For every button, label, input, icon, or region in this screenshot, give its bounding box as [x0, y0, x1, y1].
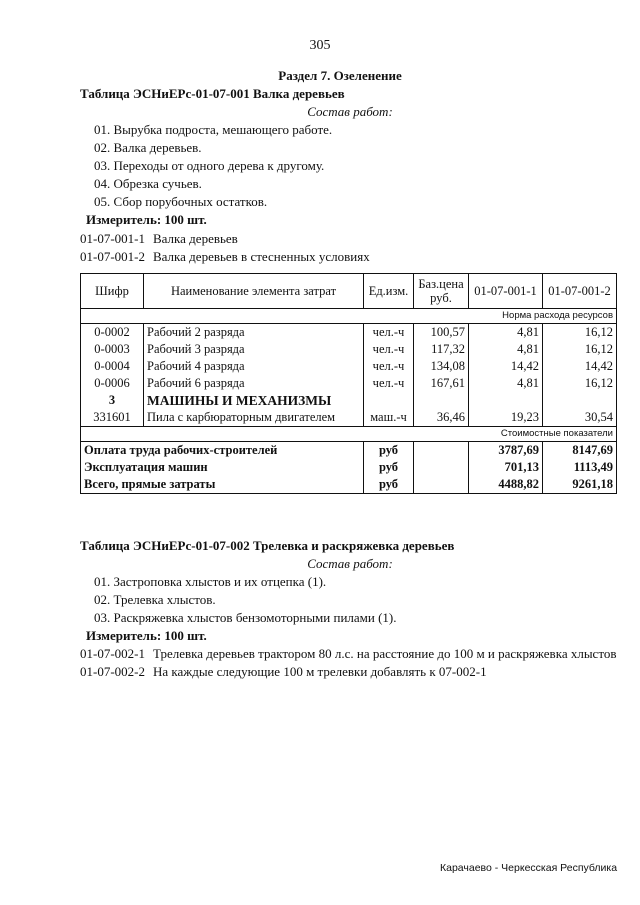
norm-code: 01-07-002-1 — [80, 646, 145, 661]
row-unit: чел.-ч — [364, 324, 414, 342]
summary-value-2: 1113,49 — [543, 459, 617, 476]
summary-label: Всего, прямые затраты — [81, 476, 364, 494]
section-code: 3 — [81, 392, 144, 409]
section-title: Раздел 7. Озеленение — [278, 68, 402, 83]
row-price: 100,57 — [414, 324, 469, 342]
table-header-row — [81, 274, 617, 309]
page-number: 305 — [309, 38, 331, 53]
row-code: 0-0003 — [81, 341, 144, 358]
row-value-1: 14,42 — [469, 358, 543, 375]
work-item: 02. Трелевка хлыстов. — [94, 592, 216, 607]
machines-section-row — [81, 392, 617, 409]
table1-sostav-label: Состав работ: — [307, 104, 393, 119]
summary-value-2: 8147,69 — [543, 442, 617, 460]
summary-value-1: 3787,69 — [469, 442, 543, 460]
summary-unit: руб — [364, 476, 414, 494]
work-item: 02. Валка деревьев. — [94, 140, 202, 155]
summary-row — [81, 476, 617, 494]
cost-note-row — [81, 427, 617, 442]
table-row — [81, 324, 617, 342]
section-name: МАШИНЫ И МЕХАНИЗМЫ — [144, 392, 364, 409]
row-price: 134,08 — [414, 358, 469, 375]
summary-label: Оплата труда рабочих-строителей — [81, 442, 364, 460]
summary-value-1: 701,13 — [469, 459, 543, 476]
table-row — [81, 375, 617, 392]
row-unit: чел.-ч — [364, 341, 414, 358]
table2-sostav-label: Состав работ: — [307, 556, 393, 571]
table2-meter: Измеритель: 100 шт. — [86, 628, 207, 643]
header-name: Наименование элемента затрат — [144, 274, 364, 309]
header-unit: Ед.изм. — [364, 274, 414, 309]
row-name: Рабочий 6 разряда — [144, 375, 364, 392]
summary-value-1: 4488,82 — [469, 476, 543, 494]
row-price: 117,32 — [414, 341, 469, 358]
row-name: Рабочий 2 разряда — [144, 324, 364, 342]
row-value-1: 19,23 — [469, 409, 543, 427]
row-value-2: 14,42 — [543, 358, 617, 375]
table1-title: Таблица ЭСНиЕРс-01-07-001 Валка деревьев — [80, 86, 345, 101]
summary-label: Эксплуатация машин — [81, 459, 364, 476]
summary-value-2: 9261,18 — [543, 476, 617, 494]
row-code: 0-0002 — [81, 324, 144, 342]
table-row — [81, 341, 617, 358]
work-item: 03. Переходы от одного дерева к другому. — [94, 158, 325, 173]
summary-row — [81, 442, 617, 460]
work-item: 04. Обрезка сучьев. — [94, 176, 202, 191]
row-value-2: 16,12 — [543, 324, 617, 342]
summary-unit: руб — [364, 459, 414, 476]
summary-unit: руб — [364, 442, 414, 460]
row-code: 0-0006 — [81, 375, 144, 392]
header-norm-2: 01-07-001-2 — [543, 274, 617, 309]
cost-note: Стоимостные показатели — [81, 427, 617, 442]
norm-code: 01-07-001-2 — [80, 249, 145, 264]
header-code: Шифр — [81, 274, 144, 309]
table-row — [81, 358, 617, 375]
row-value-1: 4,81 — [469, 324, 543, 342]
row-value-2: 30,54 — [543, 409, 617, 427]
work-item: 01. Застроповка хлыстов и их отцепка (1). — [94, 574, 327, 589]
norm-description: Валка деревьев в стесненных условиях — [153, 249, 370, 264]
table1-meter: Измеритель: 100 шт. — [86, 212, 207, 227]
resource-table — [80, 273, 617, 494]
row-price: 36,46 — [414, 409, 469, 427]
norm-code: 01-07-002-2 — [80, 664, 145, 679]
row-unit: маш.-ч — [364, 409, 414, 427]
row-unit: чел.-ч — [364, 375, 414, 392]
work-item: 03. Раскряжевка хлыстов бензомоторными пилами (1). — [94, 610, 397, 625]
norm-note: Норма расхода ресурсов — [81, 309, 617, 324]
row-price: 167,61 — [414, 375, 469, 392]
work-item: 05. Сбор порубочных остатков. — [94, 194, 268, 209]
row-name: Рабочий 4 разряда — [144, 358, 364, 375]
norm-note-row — [81, 309, 617, 324]
row-name: Рабочий 3 разряда — [144, 341, 364, 358]
row-value-1: 4,81 — [469, 375, 543, 392]
work-item: 01. Вырубка подроста, мешающего работе. — [94, 122, 333, 137]
norm-description: Трелевка деревьев трактором 80 л.с. на расстояние до 100 м и раскряжевка хлыстов — [153, 646, 617, 661]
norm-description: Валка деревьев — [153, 231, 238, 246]
row-code: 331601 — [81, 409, 144, 427]
row-name: Пила с карбюраторным двигателем — [144, 409, 364, 427]
header-norm-1: 01-07-001-1 — [469, 274, 543, 309]
summary-row — [81, 459, 617, 476]
row-unit: чел.-ч — [364, 358, 414, 375]
row-code: 0-0004 — [81, 358, 144, 375]
row-value-1: 4,81 — [469, 341, 543, 358]
table2-title: Таблица ЭСНиЕРс-01-07-002 Трелевка и раскряжевка деревьев — [80, 538, 455, 553]
footer-region: Карачаево - Черкесская Республика — [440, 862, 618, 874]
header-base-price: Баз.цена руб. — [414, 274, 469, 309]
row-value-2: 16,12 — [543, 375, 617, 392]
norm-description: На каждые следующие 100 м трелевки добавлять к 07-002-1 — [153, 664, 487, 679]
row-value-2: 16,12 — [543, 341, 617, 358]
norm-code: 01-07-001-1 — [80, 231, 145, 246]
table-row — [81, 409, 617, 427]
